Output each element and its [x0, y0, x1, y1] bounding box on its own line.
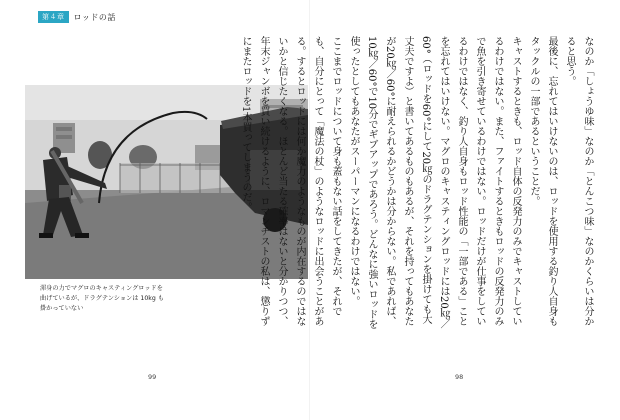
chapter-title: ロッドの話 — [73, 12, 116, 22]
caption-line: 渾身の力でマグロのキャスティングロッドを — [40, 285, 163, 292]
paragraph: 最後に、忘れてはいけないのは、ロッドを使用する釣り人自身もタックルの一部であるということだ。 — [528, 36, 557, 326]
body-text — [240, 36, 596, 331]
chapter-header — [38, 11, 116, 23]
photo-caption — [40, 284, 220, 314]
paragraph: キャストするときも、ロッド自体の反発力のみでキャストしているわけではない。また、ファイトするときもロッドの反発力のみで魚を引き寄せているわけではない。ロッドだけが仕事をしているわけではなく、釣り人自身もロッド性能の「一部である」ことを忘れてはいけない。マグロのキャスティングロッドには20㎏／60°（ロッドを60°にして20㎏のドラグテンションを掛けても大丈夫ですよ）と書いてあるものもあるが、それを持ってもあなたが20㎏／60°に耐えられるかどうかは分からない。私であれば、10㎏／60°で10分でギブアップであろう。どんなに強いロッドを使ったとしてもあなたがスーパーマンになるわけではない。 — [348, 36, 521, 330]
caption-line: 掛かっていない — [40, 305, 84, 312]
caption-line: 曲げているが、ドラグテンションは 10kg も — [40, 295, 164, 302]
chapter-badge: 第４章 — [38, 11, 69, 23]
paragraph: なのか「しょうゆ味」なのか「とんこつ味」なのかくらいは分かると思う。 — [564, 36, 593, 326]
right-page — [240, 0, 620, 420]
page-number-left: 99 — [148, 373, 157, 381]
paragraph: ここまでロッドについて身も蓋もない話をしてきたが、それでも、自分にとって「魔法の杖」のようなロッドに出会うことがある。するとロッドには何か魔力のようなものが内在するのではないかと信じたくなる。ほとんど当たる確率はないと分かりつつ、年末ジャンボを買い続けるように、ロマンチストの私は、懲りずにまたロッドを1本買ってしまうのだ。 — [240, 36, 341, 326]
page-number-right: 98 — [455, 373, 464, 381]
